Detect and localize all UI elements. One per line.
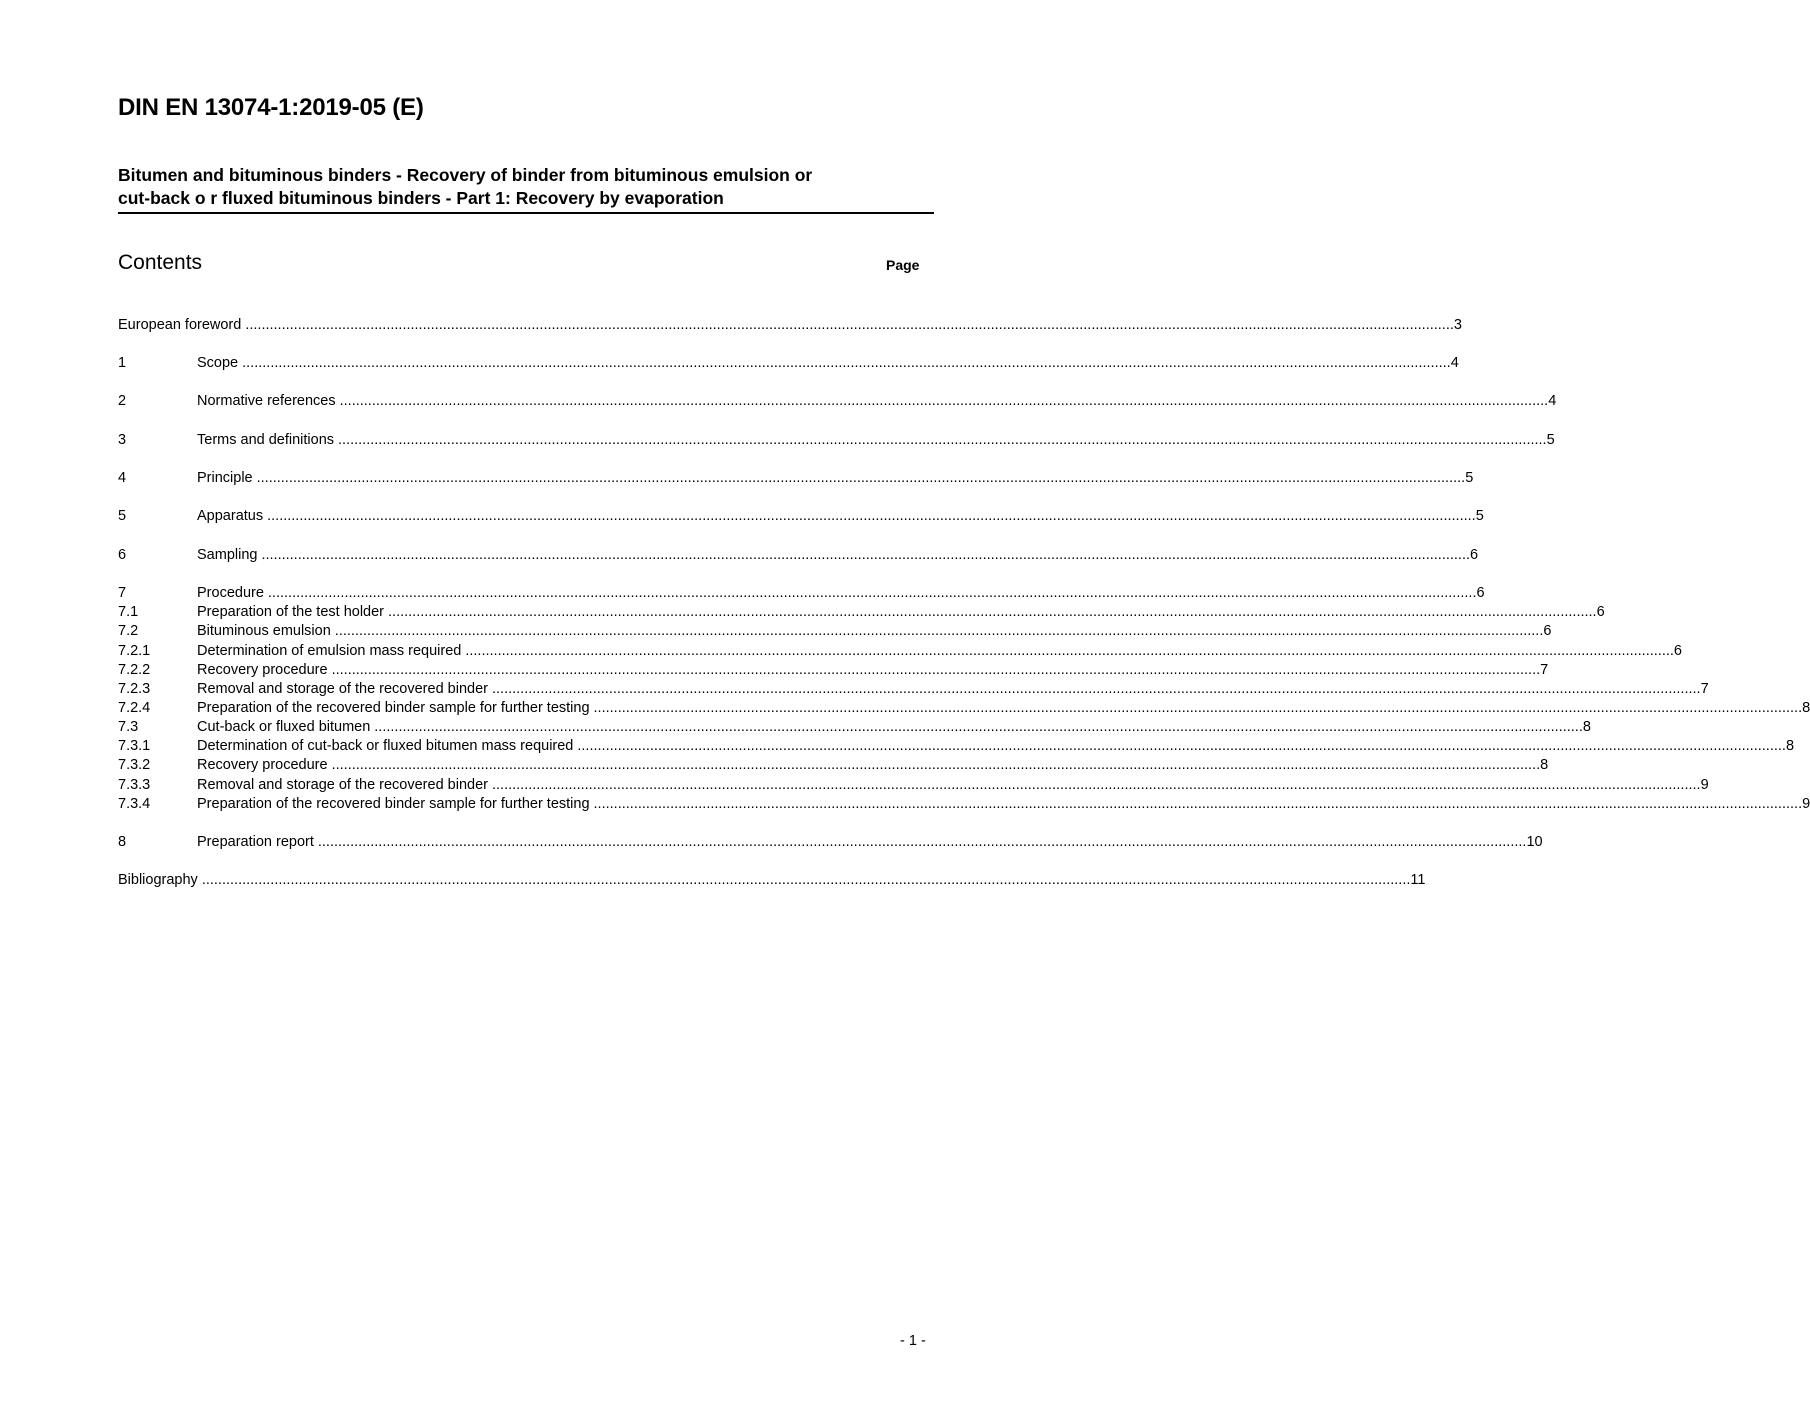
toc-entry-preparation-report[interactable] [118,833,1543,852]
toc-entry-number: 2 [118,393,127,409]
toc-entry-7-2-1[interactable] [118,642,1682,661]
toc-leader-dots: ............................................................................................................................................................................................................................................................................................................ [491,681,1701,697]
toc-entry-text: Scope [197,355,239,371]
toc-entry-text: Preparation of the test holder [197,604,385,620]
toc-entry-page: 5 [1546,432,1555,448]
toc-leader-dots: ............................................................................................................................................................................................................................................................................................................ [261,547,1471,563]
toc-leader-dots: ............................................................................................................................................................................................................................................................................................................ [201,872,1411,888]
toc-entry-number: 7.3.4 [118,796,151,812]
toc-entry-page: 8 [1785,738,1795,754]
toc-entry-text: Cut-back or fluxed bitumen [197,719,371,735]
toc-leader-dots: ............................................................................................................................................................................................................................................................................................................ [245,317,1454,333]
toc-entry-text: Preparation report [197,834,314,850]
toc-entry-number: 7.1 [118,604,139,620]
toc-entry-text: Apparatus [197,508,264,524]
toc-leader-dots: ............................................................................................................................................................................................................................................................................................................ [491,777,1701,793]
toc-entry-number: 3 [118,432,127,448]
toc-entry-page: 6 [1596,604,1605,620]
toc-entry-7-2-4[interactable] [118,699,1810,718]
toc-entry-normative-references[interactable] [118,392,1557,411]
document-title-line-1: Bitumen and bituminous binders - Recovery of binder from bituminous emulsion or [118,165,813,185]
toc-entry-number: 4 [118,470,127,486]
toc-leader-dots: ............................................................................................................................................................................................................................................................................................................ [465,643,1674,659]
toc-entry-number: 7.3.1 [118,738,151,754]
toc-entry-number: 7.2 [118,623,139,639]
toc-entry-text: Sampling [197,547,258,563]
toc-entry-page: 6 [1673,643,1682,659]
toc-entry-text: Recovery procedure [197,662,328,678]
toc-leader-dots: ............................................................................................................................................................................................................................................................................................................ [267,585,1477,601]
toc-entry-page: 7 [1700,681,1709,697]
toc-entry-text: Principle [197,470,253,486]
toc-leader-dots: ............................................................................................................................................................................................................................................................................................................ [256,470,1466,486]
toc-entry-number: 5 [118,508,127,524]
toc-leader-dots: ............................................................................................................................................................................................................................................................................................................ [242,355,1451,371]
toc-entry-text: Determination of emulsion mass required [197,643,462,659]
toc-entry-page: 8 [1540,757,1549,773]
toc-entry-principle[interactable] [118,469,1474,488]
toc-leader-dots: ............................................................................................................................................................................................................................................................................................................ [317,834,1527,850]
toc-entry-european-foreword[interactable] [118,316,1462,335]
document-title-line-2: cut-back o r fluxed bituminous binders - Part 1: Recovery by evaporation [118,188,724,208]
toc-leader-dots: ............................................................................................................................................................................................................................................................................................................ [577,738,1786,754]
toc-entry-page: 6 [1476,585,1485,601]
toc-entry-page: 4 [1548,393,1557,409]
toc-entry-text: Removal and storage of the recovered binder [197,777,488,793]
toc-entry-number: 7.2.1 [118,643,151,659]
toc-entry-page: 7 [1540,662,1549,678]
contents-heading: Contents [118,251,203,274]
toc-entry-apparatus[interactable] [118,507,1484,526]
toc-leader-dots: ............................................................................................................................................................................................................................................................................................................ [334,623,1544,639]
toc-entry-7-3-1[interactable] [118,737,1795,756]
toc-entry-text: Removal and storage of the recovered binder [197,681,488,697]
toc-entry-7-3-2[interactable] [118,756,1549,775]
toc-leader-dots: ............................................................................................................................................................................................................................................................................................................ [388,604,1597,620]
toc-entry-text: Recovery procedure [197,757,328,773]
toc-entry-text: Procedure [197,585,264,601]
toc-entry-page: 6 [1543,623,1552,639]
toc-leader-dots: ............................................................................................................................................................................................................................................................................................................ [374,719,1583,735]
toc-entry-page: 9 [1700,777,1709,793]
toc-entry-page: 8 [1582,719,1591,735]
toc-entry-page: 10 [1526,834,1543,850]
toc-entry-number: 7.3.2 [118,757,151,773]
toc-entry-scope[interactable] [118,354,1459,373]
toc-entry-7-1[interactable] [118,603,1605,622]
toc-entry-number: 7 [118,585,127,601]
toc-entry-number: 7.2.2 [118,662,151,678]
toc-entry-page: 5 [1475,508,1484,524]
toc-entry-procedure[interactable] [118,584,1485,603]
toc-entry-text: Bituminous emulsion [197,623,331,639]
toc-entry-text: Determination of cut-back or fluxed bitumen mass required [197,738,574,754]
toc-entry-page: 3 [1453,317,1462,333]
toc-leader-dots: ............................................................................................................................................................................................................................................................................................................ [339,393,1549,409]
toc-entry-page: 8 [1802,700,1810,716]
document-title [118,164,934,214]
toc-entry-page: 4 [1450,355,1459,371]
toc-entry-7-2-3[interactable] [118,680,1709,699]
toc-entry-number: 7.2.4 [118,700,151,716]
toc-entry-page: 11 [1410,872,1426,888]
toc-entry-page: 5 [1465,470,1474,486]
toc-entry-page: 9 [1802,796,1810,812]
toc-entry-number: 1 [118,355,127,371]
toc-entry-terms-and-definitions[interactable] [118,431,1555,450]
toc-entry-7-3-3[interactable] [118,776,1709,795]
toc-entry-text: Preparation of the recovered binder sample for further testing [197,700,590,716]
toc-leader-dots: ............................................................................................................................................................................................................................................................................................................ [338,432,1547,448]
toc-entry-7-2[interactable] [118,622,1552,641]
toc-entry-number: 7.3.3 [118,777,151,793]
toc-entry-text: Terms and definitions [197,432,335,448]
toc-entry-number: 7.2.3 [118,681,151,697]
toc-entry-sampling[interactable] [118,546,1479,565]
page-number: - 1 - [900,1333,926,1349]
toc-leader-dots: ............................................................................................................................................................................................................................................................................................................ [593,796,1803,812]
toc-entry-7-3-4[interactable] [118,795,1810,814]
toc-entry-text: European foreword [118,317,242,333]
toc-entry-number: 6 [118,547,127,563]
toc-leader-dots: ............................................................................................................................................................................................................................................................................................................ [267,508,1476,524]
toc-entry-bibliography[interactable] [118,871,1426,890]
toc-entry-text: Normative references [197,393,336,409]
toc-entry-text: Preparation of the recovered binder sample for further testing [197,796,590,812]
toc-leader-dots: ............................................................................................................................................................................................................................................................................................................ [331,757,1541,773]
page-column-label: Page [886,257,920,273]
toc-leader-dots: ............................................................................................................................................................................................................................................................................................................ [593,700,1803,716]
toc-entry-text: Bibliography [118,872,198,888]
toc-entry-7-3[interactable] [118,718,1591,737]
toc-entry-page: 6 [1470,547,1479,563]
toc-leader-dots: ............................................................................................................................................................................................................................................................................................................ [331,662,1541,678]
document-id: DIN EN 13074-1:2019-05 (E) [118,94,424,121]
toc-entry-7-2-2[interactable] [118,661,1549,680]
toc-entry-number: 8 [118,834,127,850]
toc-entry-number: 7.3 [118,719,139,735]
